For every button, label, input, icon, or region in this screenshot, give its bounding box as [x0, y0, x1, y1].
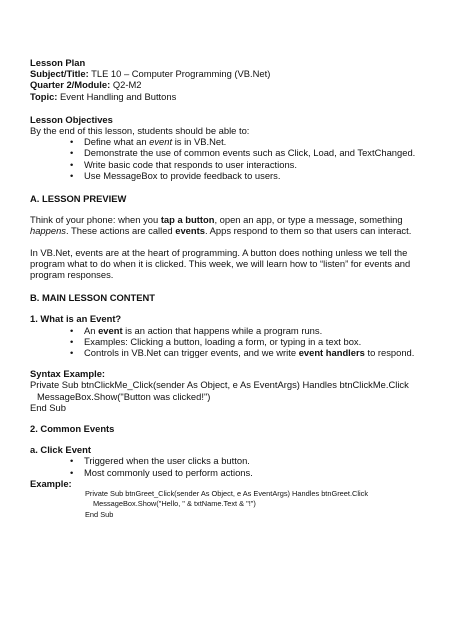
preview-paragraph-2: In VB.Net, events are at the heart of programming. A button does nothing unless we tell the program what to do when it is clicked. This week, we will learn how to “listen” for events and program responses. [30, 246, 411, 281]
objective-item [30, 136, 450, 147]
objectives-intro: By the end of this lesson, students should be able to: [30, 125, 250, 137]
document-page [30, 57, 450, 520]
text: Think of your phone: when you [30, 214, 161, 226]
example-heading: Example: [30, 477, 72, 489]
list-item: • Examples: Clicking a button, loading a form, or typing in a text box. [30, 336, 450, 347]
preview-heading: A. LESSON PREVIEW [30, 193, 127, 205]
list-item [30, 347, 450, 358]
event-definition-list [30, 325, 450, 359]
list-item: • Triggered when the user clicks a button. [30, 455, 450, 466]
code-line: Private Sub btnGreet_Click(sender As Object, e As EventArgs) Handles btnGreet.Click [85, 489, 369, 499]
code-line: Private Sub btnClickMe_Click(sender As Object, e As EventArgs) Handles btnClickMe.Click [30, 379, 409, 391]
quarter-line [30, 79, 450, 90]
section-1-heading: 1. What is an Event? [30, 313, 122, 325]
objective-item: • Demonstrate the use of common events such as Click, Load, and TextChanged. [30, 147, 450, 158]
subject-value: TLE 10 – Computer Programming (VB.Net) [88, 68, 271, 80]
objective-text: Define what an [84, 136, 150, 148]
topic-label: Topic: [30, 90, 58, 102]
topic-value: Event Handling and Buttons [57, 90, 177, 102]
syntax-example-heading: Syntax Example: [30, 368, 106, 380]
preview-paragraph-1 [30, 214, 430, 236]
bold-text: tap a button [160, 214, 215, 226]
text: . These actions are called [65, 225, 176, 237]
code-line: MessageBox.Show("Button was clicked!") [37, 390, 211, 402]
section-2-heading: 2. Common Events [30, 423, 115, 435]
list-item [30, 325, 450, 336]
objectives-heading: Lesson Objectives [30, 113, 113, 125]
subject-label: Subject/Title: [30, 68, 89, 80]
text: Controls in VB.Net can trigger events, and we write [84, 347, 299, 359]
bold-text: events [175, 225, 205, 237]
text: , open an app, or type a message, something [214, 214, 403, 226]
subject-line [30, 68, 450, 79]
list-item: • Most commonly used to perform actions. [30, 467, 450, 478]
code-line: End Sub [30, 401, 66, 413]
text: is an action that happens while a program runs. [122, 324, 323, 336]
bold-text: event handlers [298, 347, 365, 359]
code-line: MessageBox.Show("Hello, " & txtName.Text & "!") [93, 499, 256, 509]
lesson-plan-title: Lesson Plan [30, 57, 86, 68]
objectives-list [30, 136, 450, 181]
objective-text: is in VB.Net. [172, 136, 227, 148]
objective-emphasis: event [149, 136, 173, 148]
example-code-block [30, 489, 450, 520]
text: to respond. [364, 347, 415, 359]
objective-item: • Write basic code that responds to user interactions. [30, 159, 450, 170]
text: An [84, 324, 99, 336]
objective-item: • Use MessageBox to provide feedback to users. [30, 170, 450, 181]
quarter-label: Quarter 2/Module: [30, 79, 111, 91]
topic-line [30, 91, 450, 102]
code-line: End Sub [85, 509, 114, 519]
main-content-heading: B. MAIN LESSON CONTENT [30, 292, 156, 304]
italic-text: happens [30, 225, 66, 237]
bold-text: event [98, 324, 123, 336]
click-event-heading: a. Click Event [30, 444, 91, 456]
quarter-value: Q2-M2 [110, 79, 142, 91]
click-event-list [30, 455, 450, 477]
text: . Apps respond to them so that users can interact. [204, 225, 412, 237]
